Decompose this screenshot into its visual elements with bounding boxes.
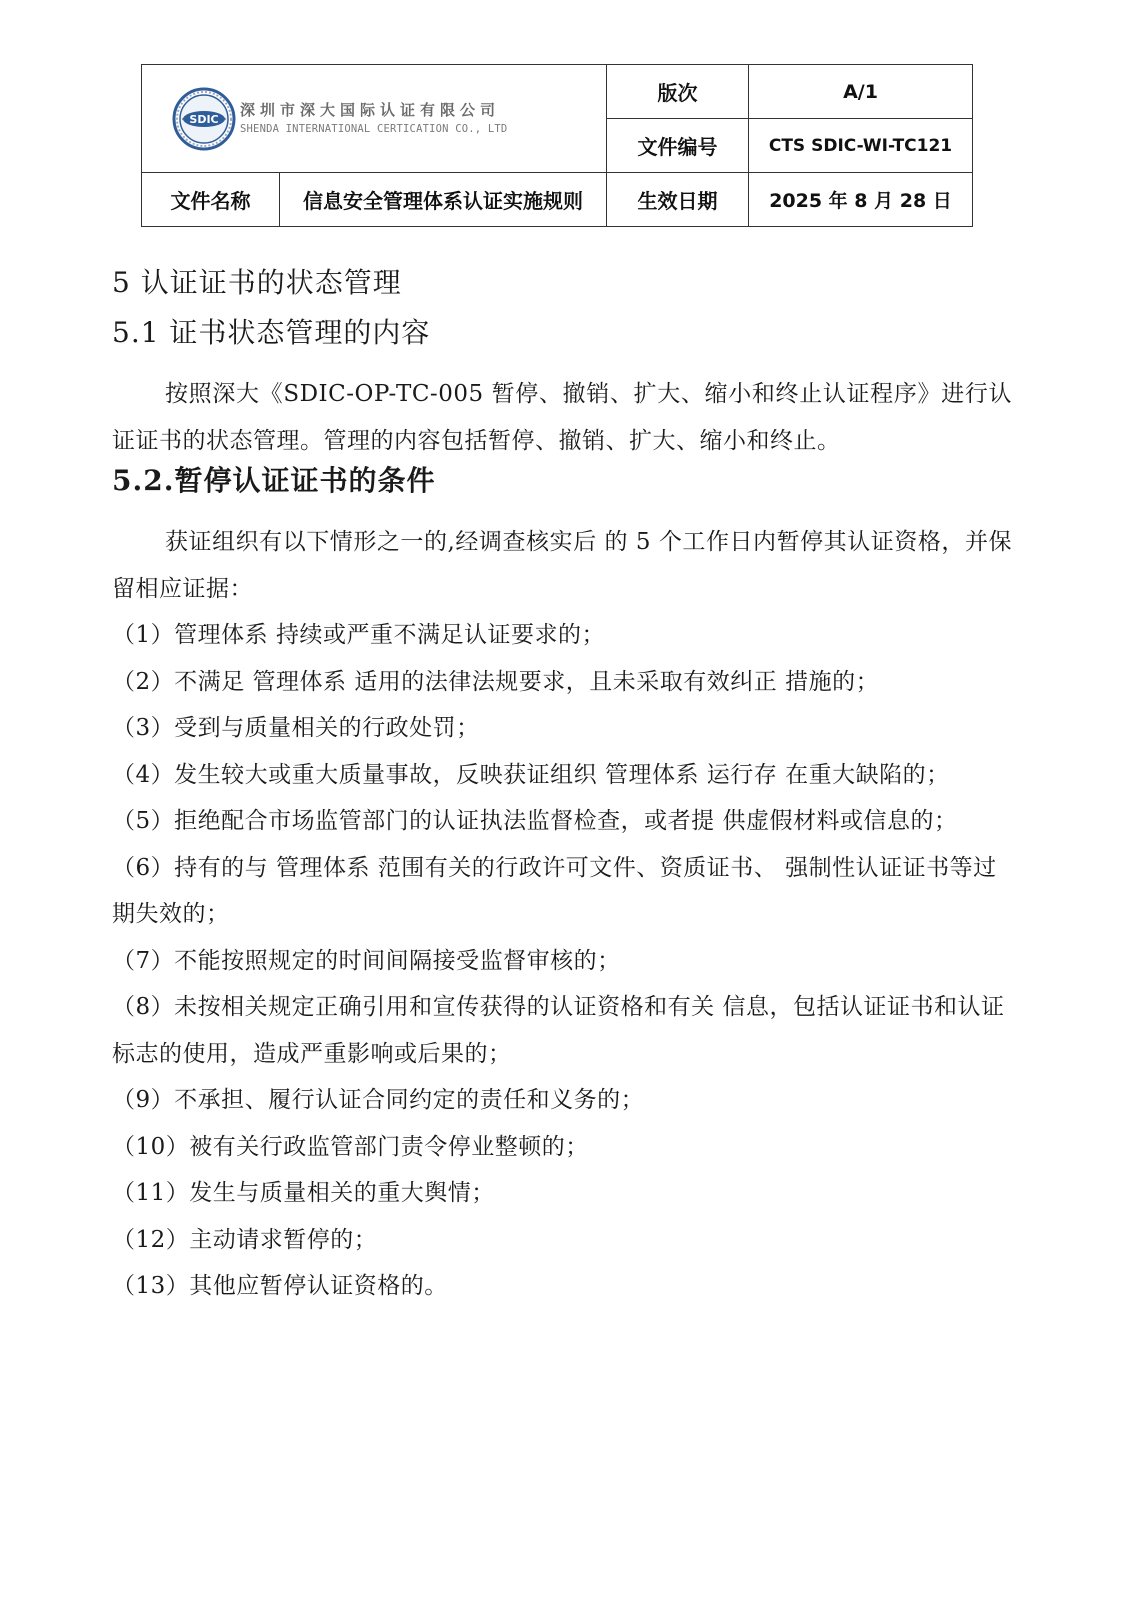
version-label: 版次 [607,65,749,119]
seal-text: SDIC [189,112,219,126]
list-item: （7）不能按照规定的时间间隔接受监督审核的； [112,947,621,974]
company-seal-icon [172,87,236,151]
list-item: （10）被有关行政监管部门责令停业整顿的； [112,1133,589,1160]
paragraph-5-1: 按照深大《SDIC-OP-TC-005 暂停、撤销、扩大、缩小和终止认证程序》进行认证证书的状态管理。管理的内容包括暂停、撤销、扩大、缩小和终止。 [112,381,1012,454]
docname-value: 信息安全管理体系认证实施规则 [280,173,607,227]
list-item: （9）不承担、履行认证合同约定的责任和义务的； [112,1087,645,1113]
list-item: （6）持有的与 管理体系 范围有关的行政许可文件、资质证书、 强制性认证证书等过期失效的； [112,854,997,927]
date-label: 生效日期 [607,173,749,227]
version-value: A/1 [749,65,973,119]
paragraph-5-2: 获证组织有以下情形之一的,经调查核实后 的 5 个工作日内暂停其认证资格，并保留相应证据： [112,529,1012,602]
document-header-table [141,64,973,227]
list-item: （4）发生较大或重大质量事故，反映获证组织 管理体系 运行存 在重大缺陷的； [112,761,950,788]
list-item: （12）主动请求暂停的； [112,1226,378,1253]
condition-list [112,612,1012,1310]
document-body [112,260,1012,1310]
list-item: （5）拒绝配合市场监管部门的认证执法监督检查，或者提 供虚假材料或信息的； [112,808,958,834]
section-heading-5-1: 5.1 证书状态管理的内容 [112,316,431,349]
date-value: 2025 年 8 月 28 日 [749,173,973,227]
company-logo [142,87,606,151]
list-item: （2）不满足 管理体系 适用的法律法规要求，且未采取有效纠正 措施的； [112,668,880,695]
docno-label: 文件编号 [607,119,749,173]
list-item: （11）发生与质量相关的重大舆情； [112,1180,495,1206]
list-item: （13）其他应暂停认证资格的。 [112,1273,448,1299]
list-item: （8）未按相关规定正确引用和宣传获得的认证资格和有关 信息，包括认证证书和认证标志的使用，造成严重影响或后果的； [112,994,1005,1067]
section-heading-5: 5 认证证书的状态管理 [112,266,402,299]
company-name-cn: 深圳市深大国际认证有限公司 [240,100,501,119]
section-heading-5-2: 5.2.暂停认证证书的条件 [112,464,436,497]
list-item: （1）管理体系 持续或严重不满足认证要求的； [112,622,605,648]
docname-label: 文件名称 [142,173,280,227]
list-item: （3）受到与质量相关的行政处罚； [112,715,480,741]
company-logo-cell [142,65,607,173]
docno-value: CTS SDIC-WI-TC121 [749,119,973,173]
company-name-en: SHENDA INTERNATIONAL CERTICATION CO., LTD [240,122,508,135]
